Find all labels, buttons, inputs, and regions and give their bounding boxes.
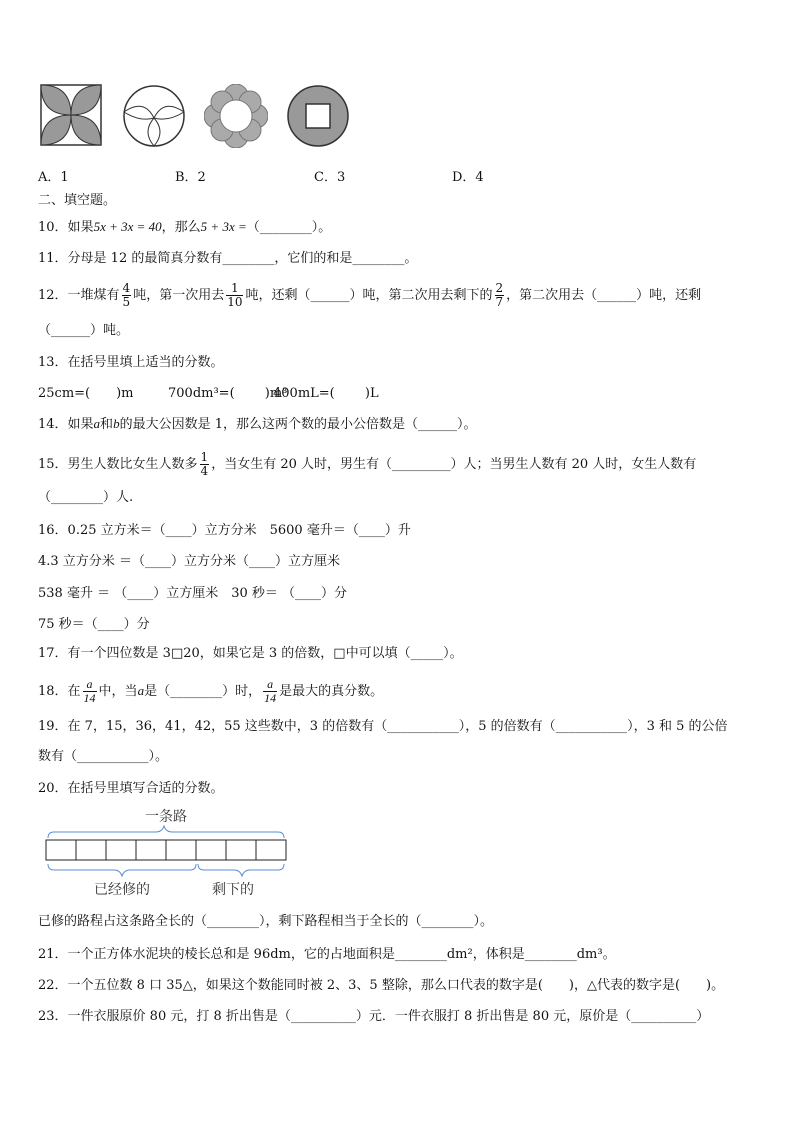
left-label: 剩下的: [212, 882, 254, 898]
figure-square-petals: [40, 84, 102, 150]
q10-eq1: 5x + 3x = 40: [93, 219, 162, 234]
q13-item-3: 400mL=( )L: [273, 386, 379, 401]
q15-b: ，当女生有 20 人时，男生有（_________）人；当男生人数有 20 人时，女生人数有: [211, 457, 697, 472]
done-label: 已经修的: [94, 882, 150, 898]
fraction-2-7: [495, 282, 505, 309]
question-22: 22．一个五位数 8 口 35△，如果这个数能同时被 2、3、5 整除，那么口代表的数字是( )，△代表的数字是( )。: [38, 978, 725, 993]
question-12-line2: （______）吨。: [38, 323, 130, 338]
question-13: 13．在括号里填上适当的分数。: [38, 355, 224, 370]
fraction-1-10: [226, 282, 243, 309]
question-14: [38, 415, 476, 434]
road-diagram: [38, 802, 298, 906]
q13-item-2: 700dm³=( )m³: [168, 386, 288, 401]
q14-b: 和: [100, 417, 114, 432]
frac-num: 1: [226, 282, 243, 296]
frac-num: a: [263, 678, 277, 692]
frac-num: 1: [200, 450, 209, 464]
question-16-line1: 16．0.25 立方米＝（____）立方分米 5600 毫升＝（____）升: [38, 523, 411, 538]
q14-c: 的最大公因数是 1，那么这两个数的最小公倍数是（______）。: [119, 417, 477, 432]
question-17: 17．有一个四位数是 3□20，如果它是 3 的倍数，□中可以填（_____）。: [38, 646, 463, 661]
frac-den: 4: [200, 464, 209, 478]
question-10: [38, 218, 331, 237]
frac-den: 7: [495, 295, 504, 309]
question-13-items: [38, 385, 379, 403]
option-d: D．4: [452, 170, 484, 185]
fraction-1-4: [200, 451, 210, 478]
figure-coin: [286, 84, 350, 152]
q14-var-a: a: [93, 416, 101, 431]
section-title: 二、填空题。: [38, 193, 117, 208]
question-20: 20．在括号里填写合适的分数。: [38, 781, 224, 796]
q12-c: 吨，还剩（______）吨，第二次用去剩下的: [245, 288, 493, 303]
option-c: C．3: [314, 170, 346, 185]
q12-a: 12．一堆煤有: [38, 288, 120, 303]
question-16-line4: 75 秒＝（____）分: [38, 617, 150, 632]
q18-var-a: a: [137, 683, 145, 698]
q10-eq2: 5 + 3x =: [200, 219, 247, 234]
q18-d: 是最大的真分数。: [279, 684, 384, 699]
question-11: 11．分母是 12 的最简真分数有________，它们的和是________。: [38, 251, 418, 266]
q10-num: 10．: [38, 220, 68, 235]
question-15-line2: （________）人.: [38, 490, 134, 505]
question-12: [38, 282, 701, 309]
q18-a: 18．在: [38, 684, 81, 699]
question-18: [38, 678, 383, 705]
frac-den: 5: [122, 295, 131, 309]
q10-pre: 如果: [67, 220, 94, 235]
option-b: B．2: [175, 170, 206, 185]
q15-a: 15．男生人数比女生人数多: [38, 457, 198, 472]
frac-num: 4: [122, 281, 131, 295]
frac-den: 14: [264, 691, 277, 705]
question-21: 21．一个正方体水泥块的棱长总和是 96dm，它的占地面积是________dm²，体积是________dm³。: [38, 947, 616, 962]
q14-var-b: b: [113, 416, 120, 431]
question-16-line3: 538 毫升 ＝ （____）立方厘米 30 秒＝ （____）分: [38, 586, 348, 601]
q13-item-1: 25cm=( )m: [38, 386, 134, 401]
frac-den: 10: [227, 295, 243, 309]
figure-flower: [204, 84, 268, 152]
figure-circle-leaves: [122, 84, 186, 152]
question-23: 23．一件衣服原价 80 元，打 8 折出售是（__________）元．一件衣服打 8 折出售是 80 元，原价是（__________）: [38, 1009, 710, 1024]
question-20-answer: 已修的路程占这条路全长的（________），剩下路程相当于全长的（________）。: [38, 914, 494, 929]
road-label: 一条路: [145, 809, 187, 825]
fraction-a-14-second: [263, 678, 277, 705]
option-a: A．1: [38, 170, 69, 185]
q18-c: 是（________）时，: [144, 684, 262, 699]
q12-b: 吨，第一次用去: [133, 288, 225, 303]
question-15: [38, 451, 696, 478]
question-19-line2: 数有（___________）。: [38, 749, 169, 764]
q10-mid: ，那么: [161, 220, 201, 235]
question-16-line2: 4.3 立方分米 ＝（____）立方分米（____）立方厘米: [38, 554, 340, 569]
frac-num: a: [83, 678, 97, 692]
fraction-a-14: [83, 678, 97, 705]
q10-post: （________）。: [246, 220, 332, 235]
q12-d: ，第二次用去（______）吨，还剩: [506, 288, 702, 303]
q14-a: 14．如果: [38, 417, 94, 432]
frac-num: 2: [495, 281, 504, 295]
question-19-line1: 19．在 7，15，36，41，42，55 这些数中，3 的倍数有（___________），5 的倍数有（___________），3 和 5 的公倍: [38, 719, 728, 734]
q18-b: 中，当: [98, 684, 138, 699]
frac-den: 14: [83, 691, 96, 705]
fraction-4-5: [122, 282, 132, 309]
